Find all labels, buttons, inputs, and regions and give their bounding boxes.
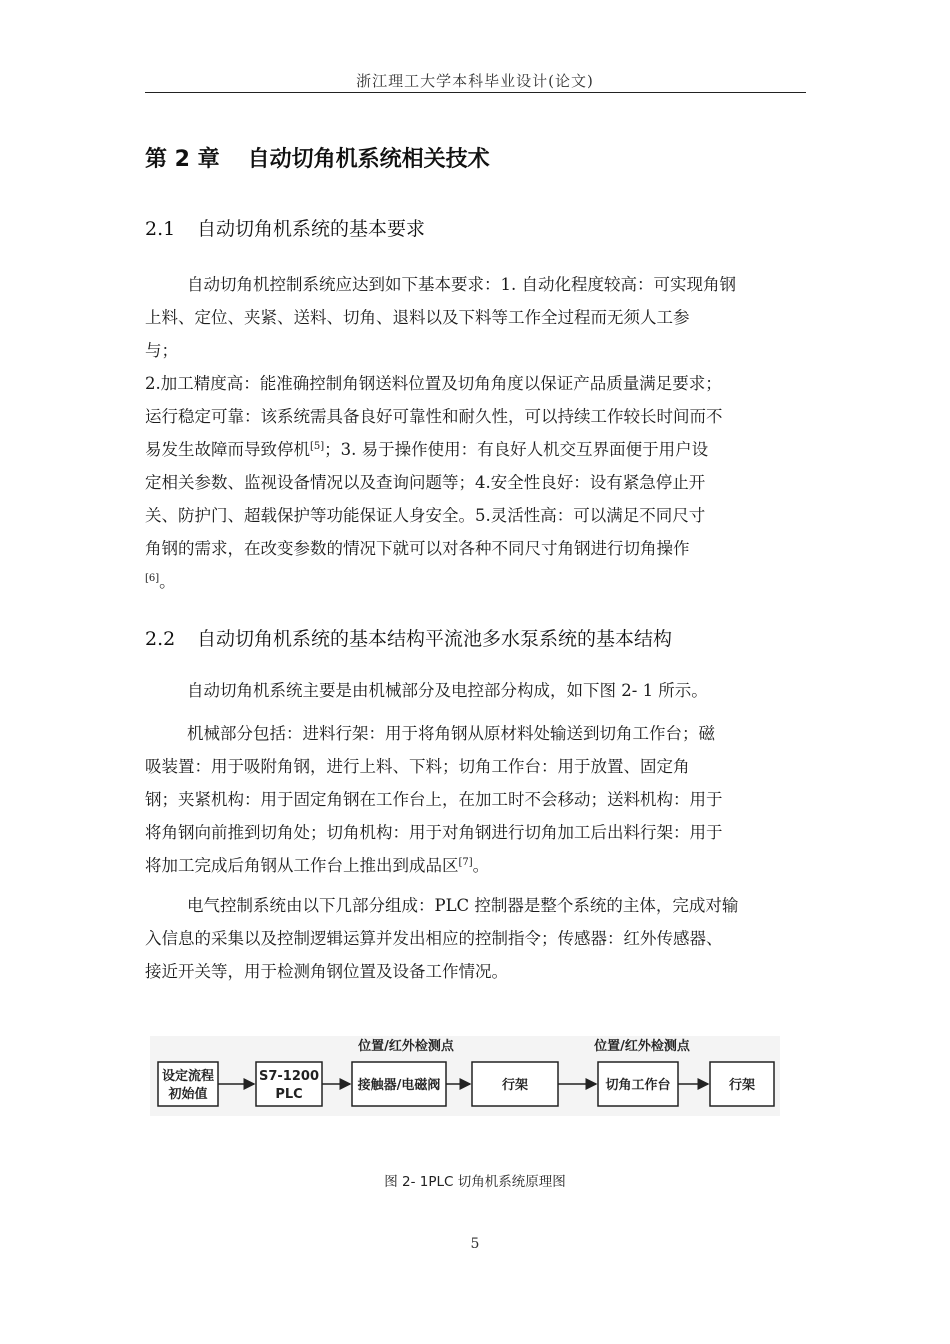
text-line: 钢；夹紧机构：用于固定角钢在工作台上，在加工时不会移动；送料机构：用于 xyxy=(145,790,723,809)
citation-6: [6] xyxy=(145,573,160,584)
text-line: 电气控制系统由以下几部分组成：PLC 控制器是整个系统的主体，完成对输 xyxy=(187,896,739,915)
text-fragment: 易发生故障而导致停机 xyxy=(145,440,310,459)
section-number: 2.1 xyxy=(145,218,176,240)
flow-box-plc xyxy=(256,1062,322,1106)
paragraph-structure-intro xyxy=(145,674,810,707)
detection-label-b: 位置/红外检测点 xyxy=(594,1039,690,1054)
section-title: 自动切角机系统的基本要求 xyxy=(197,218,426,240)
text-line: 2.加工精度高：能准确控制角钢送料位置及切角角度以保证产品质量满足要求； xyxy=(145,374,722,393)
section-heading-2-2 xyxy=(145,624,672,651)
chapter-heading xyxy=(145,142,490,173)
citation-7: [7] xyxy=(458,857,473,868)
plc-system-diagram xyxy=(150,1036,780,1116)
figure-caption: 图 2- 1PLC 切角机系统原理图 xyxy=(384,1174,566,1190)
text-line: 定相关参数、监视设备情况以及查询问题等；4.安全性良好：设有紧急停止开 xyxy=(145,473,706,492)
section-title: 自动切角机系统的基本结构平流池多水泵系统的基本结构 xyxy=(197,628,673,650)
citation-5: [5] xyxy=(310,441,325,452)
flow-box-gantry-1 xyxy=(472,1062,558,1106)
flow-box-setup xyxy=(158,1062,218,1106)
chapter-number: 第 2 章 xyxy=(145,147,220,172)
text-line: 上料、定位、夹紧、送料、切角、退料以及下料等工作全过程而无须人工参 xyxy=(145,308,690,327)
flow-box-gantry-2 xyxy=(710,1062,774,1106)
section-heading-2-1 xyxy=(145,214,425,241)
svg-text:行架: 行架 xyxy=(501,1078,529,1093)
chapter-title: 自动切角机系统相关技术 xyxy=(247,147,490,172)
running-header: 浙江理工大学本科毕业设计(论文) xyxy=(356,72,594,90)
flow-box-contactor xyxy=(352,1062,446,1106)
text-line xyxy=(145,433,810,466)
text-line: 自动切角机系统主要是由机械部分及电控部分构成，如下图 2- 1 所示。 xyxy=(187,681,708,700)
svg-text:行架: 行架 xyxy=(728,1078,756,1093)
text-line: 吸装置：用于吸附角钢，进行上料、下料；切角工作台：用于放置、固定角 xyxy=(145,757,690,776)
paragraph-mechanical-parts xyxy=(145,717,810,882)
text-line: 将角钢向前推到切角处；切角机构：用于对角钢进行切角加工后出料行架：用于 xyxy=(145,823,723,842)
text-fragment: ；3. 易于操作使用：有良好人机交互界面便于用户设 xyxy=(324,440,709,459)
text-fragment: 将加工完成后角钢从工作台上推出到成品区 xyxy=(145,856,459,875)
text-line: 入信息的采集以及控制逻辑运算并发出相应的控制指令；传感器：红外传感器、 xyxy=(145,929,723,948)
text-line: 与； xyxy=(145,341,178,360)
header-rule xyxy=(145,92,806,93)
text-line xyxy=(145,849,810,882)
paragraph-basic-requirements xyxy=(145,268,810,598)
text-fragment: 。 xyxy=(472,856,490,875)
svg-text:初始值: 初始值 xyxy=(168,1087,208,1102)
text-line: 机械部分包括：进料行架：用于将角钢从原材料处输送到切角工作台；磁 xyxy=(187,724,715,743)
text-line xyxy=(145,565,810,598)
text-line: 角钢的需求，在改变参数的情况下就可以对各种不同尺寸角钢进行切角操作 xyxy=(145,539,690,558)
paragraph-electrical-control xyxy=(145,889,810,988)
text-line: 接近开关等，用于检测角钢位置及设备工作情况。 xyxy=(145,962,508,981)
svg-text:接触器/电磁阀: 接触器/电磁阀 xyxy=(357,1078,441,1093)
svg-text:切角工作台: 切角工作台 xyxy=(605,1078,671,1093)
svg-text:设定流程: 设定流程 xyxy=(161,1069,215,1084)
text-fragment: 。 xyxy=(159,572,176,591)
section-number: 2.2 xyxy=(145,628,176,650)
page-number: 5 xyxy=(470,1236,480,1252)
svg-text:S7-1200: S7-1200 xyxy=(259,1069,319,1084)
flow-box-cutting-table xyxy=(598,1062,678,1106)
svg-text:PLC: PLC xyxy=(275,1087,303,1102)
text-line: 关、防护门、超载保护等功能保证人身安全。5.灵活性高：可以满足不同尺寸 xyxy=(145,506,706,525)
text-line: 自动切角机控制系统应达到如下基本要求：1. 自动化程度较高：可实现角钢 xyxy=(187,275,736,294)
text-line: 运行稳定可靠：该系统需具备良好可靠性和耐久性，可以持续工作较长时间而不 xyxy=(145,407,723,426)
detection-label-a: 位置/红外检测点 xyxy=(358,1039,454,1054)
